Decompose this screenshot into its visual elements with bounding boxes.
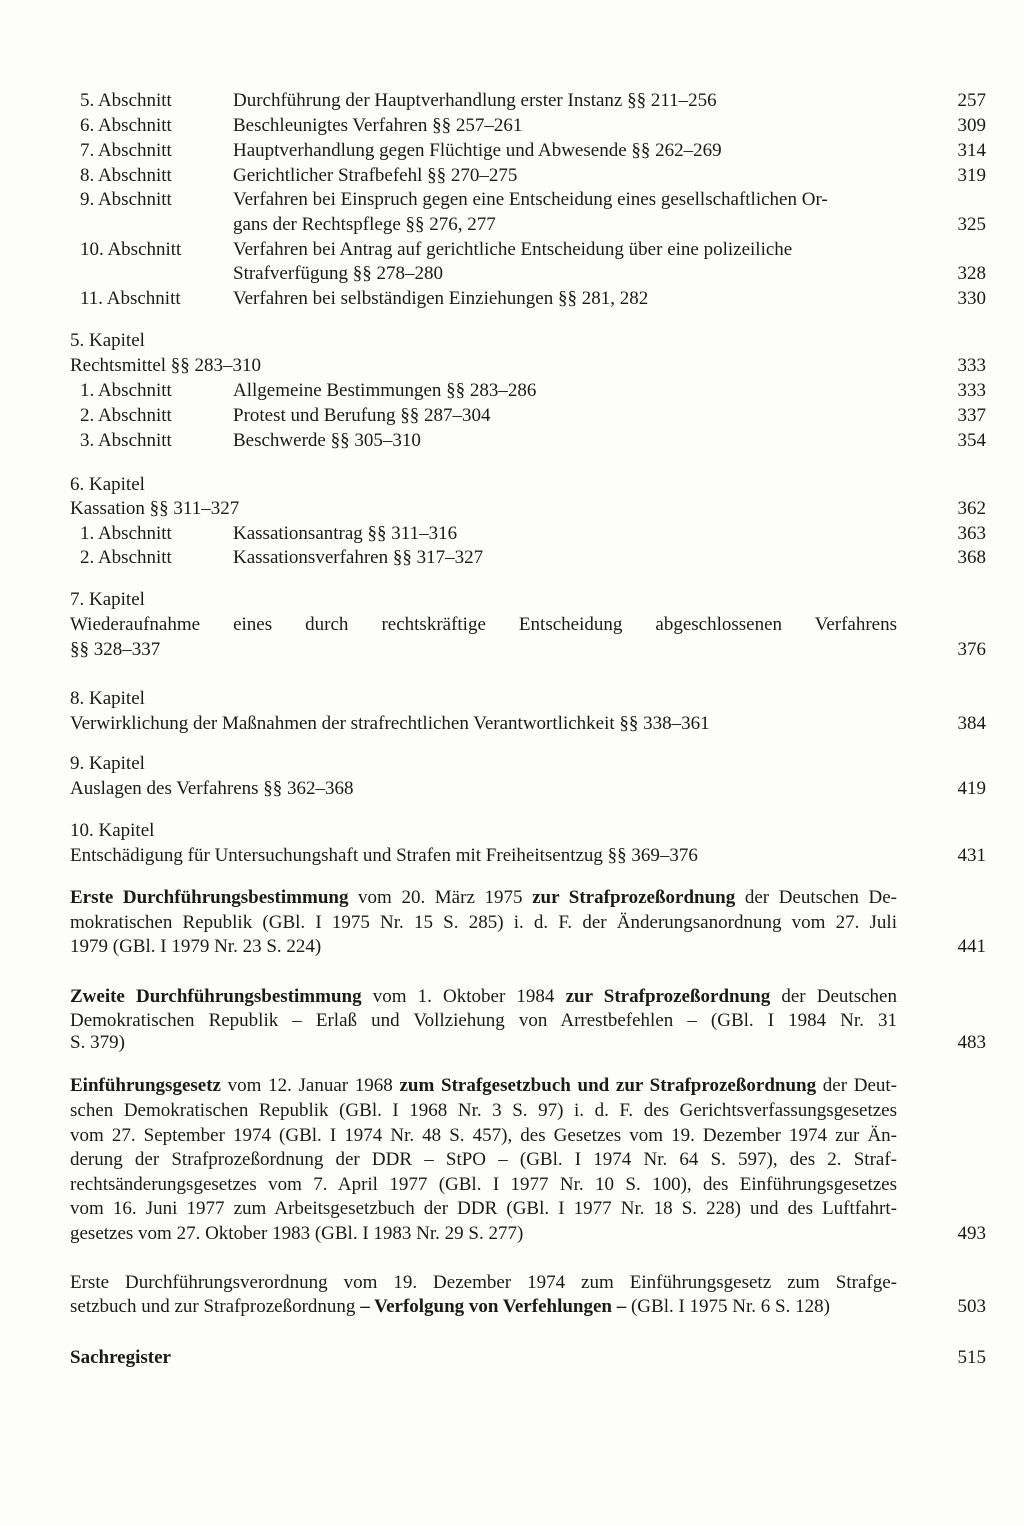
section-title-line: Verfahren bei Einspruch gegen eine Entscheidung eines gesellschaftlichen Or- — [233, 189, 828, 210]
chapter-title: Entschädigung für Untersuchungshaft und Strafen mit Freiheitsentzug §§ 369–376 — [70, 845, 698, 866]
text: (GBl. I 1975 Nr. 6 S. 128) — [626, 1296, 830, 1317]
chapter-title: Verwirklichung der Maßnahmen der strafrechtlichen Verantwortlichkeit §§ 338–361 — [70, 713, 710, 734]
section-title: Allgemeine Bestimmungen §§ 283–286 — [233, 380, 537, 401]
page-number: 337 — [957, 405, 986, 426]
bold-text: zur Strafprozeßordnung — [565, 986, 771, 1007]
section-title: Beschwerde §§ 305–310 — [233, 430, 421, 451]
toc-entry — [70, 89, 986, 114]
appendix-text: gesetzes vom 27. Oktober 1983 (GBl. I 1983 Nr. 29 S. 277) — [70, 1223, 524, 1244]
text: vom 20. März 1975 — [348, 887, 533, 908]
chapter-title-row — [70, 354, 986, 379]
text: vom 1. Oktober 1984 — [361, 986, 566, 1007]
toc-entry — [70, 522, 986, 547]
chapter-title-row — [70, 497, 986, 522]
page-number: 333 — [957, 380, 986, 401]
appendix-entry-line: vom 16. Juni 1977 zum Arbeitsgesetzbuch der DDR (GBl. I 1977 Nr. 18 S. 228) und des Luftfahrt- — [70, 1198, 897, 1219]
section-title-line: gans der Rechtspflege §§ 276, 277 — [233, 214, 496, 235]
bold-text: Zweite Durchführungsbestimmung — [70, 986, 362, 1007]
toc-entry — [70, 139, 986, 164]
section-label: 7. Abschnitt — [80, 140, 172, 161]
toc-entry — [70, 164, 986, 189]
chapter-heading: 7. Kapitel — [70, 589, 145, 610]
page-number: 441 — [957, 936, 986, 957]
page-number: 362 — [957, 498, 986, 519]
section-title: Protest und Berufung §§ 287–304 — [233, 405, 491, 426]
page-number: 325 — [957, 214, 986, 235]
toc-entry — [70, 287, 986, 312]
index-label: Sachregister — [70, 1347, 171, 1368]
toc-entry-continuation — [70, 262, 986, 287]
appendix-entry-last-line — [70, 1031, 986, 1056]
chapter-heading: 8. Kapitel — [70, 688, 145, 709]
section-label: 3. Abschnitt — [80, 430, 172, 451]
page-number: 363 — [957, 523, 986, 544]
appendix-entry-last-line — [70, 1295, 986, 1320]
chapter-title-line: §§ 328–337 — [70, 639, 161, 660]
toc-entry — [70, 404, 986, 429]
page-number: 503 — [957, 1296, 986, 1317]
section-label: 1. Abschnitt — [80, 523, 172, 544]
bold-text: Erste Durchführungsbestimmung — [70, 887, 349, 908]
chapter-heading: 6. Kapitel — [70, 474, 145, 495]
appendix-entry-line: mokratischen Republik (GBl. I 1975 Nr. 15 S. 285) i. d. F. der Änderungsanordnung vom 27. Juli — [70, 912, 897, 933]
section-title: Beschleunigtes Verfahren §§ 257–261 — [233, 115, 523, 136]
text: setzbuch und zur Strafprozeßordnung — [70, 1296, 361, 1317]
appendix-entry-line: Demokratischen Republik – Erlaß und Vollziehung von Arrestbefehlen – (GBl. I 1984 Nr. 31 — [70, 1010, 897, 1031]
appendix-entry-line: rechtsänderungsgesetzes vom 7. April 1977 (GBl. I 1977 Nr. 10 S. 100), des Einführungsgesetzes — [70, 1174, 897, 1195]
section-title: Durchführung der Hauptverhandlung erster Instanz §§ 211–256 — [233, 90, 717, 111]
appendix-text — [70, 1295, 830, 1320]
bold-text: – Verfolgung von Verfehlungen – — [360, 1296, 627, 1317]
page-number: 314 — [957, 140, 986, 161]
section-label: 5. Abschnitt — [80, 90, 172, 111]
chapter-title-row — [70, 777, 986, 802]
appendix-entry-line — [70, 985, 897, 1010]
page-number: 483 — [957, 1032, 986, 1053]
toc-entry — [70, 114, 986, 139]
page-number: 384 — [957, 713, 986, 734]
appendix-entry-last-line — [70, 1222, 986, 1247]
page-number: 493 — [957, 1223, 986, 1244]
page-number: 328 — [957, 263, 986, 284]
text: der Deutschen — [770, 986, 897, 1007]
section-title: Hauptverhandlung gegen Flüchtige und Abwesende §§ 262–269 — [233, 140, 722, 161]
page-number: 333 — [957, 355, 986, 376]
chapter-heading: 5. Kapitel — [70, 330, 145, 351]
page-number: 319 — [957, 165, 986, 186]
page-number: 515 — [957, 1347, 986, 1368]
text: der Deutschen De- — [735, 887, 897, 908]
page-number: 368 — [957, 547, 986, 568]
chapter-title-row — [70, 638, 986, 663]
section-title: Gerichtlicher Strafbefehl §§ 270–275 — [233, 165, 518, 186]
chapter-heading: 9. Kapitel — [70, 753, 145, 774]
appendix-entry-line: vom 27. September 1974 (GBl. I 1974 Nr. 48 S. 457), des Gesetzes vom 19. Dezember 1974 zur Än- — [70, 1125, 897, 1146]
chapter-title-line: Wiederaufnahme eines durch rechtskräftige Entscheidung abgeschlossenen Verfahrens — [70, 614, 897, 635]
page-number: 431 — [957, 845, 986, 866]
section-label: 1. Abschnitt — [80, 380, 172, 401]
appendix-entry-line — [70, 1074, 897, 1099]
chapter-heading: 10. Kapitel — [70, 820, 155, 841]
section-label: 6. Abschnitt — [80, 115, 172, 136]
chapter-title: Auslagen des Verfahrens §§ 362–368 — [70, 778, 354, 799]
section-title-line: Verfahren bei Antrag auf gerichtliche Entscheidung über eine polizeiliche — [233, 239, 793, 260]
appendix-entry-line: derung der Strafprozeßordnung der DDR – StPO – (GBl. I 1974 Nr. 64 S. 597), des 2. Straf- — [70, 1149, 897, 1170]
bold-text: zum Strafgesetzbuch und zur Strafprozeßordnung — [399, 1075, 817, 1096]
section-title: Verfahren bei selbständigen Einziehungen §§ 281, 282 — [233, 288, 649, 309]
section-label: 9. Abschnitt — [80, 189, 172, 210]
text: der Deut- — [816, 1075, 897, 1096]
section-title-line: Strafverfügung §§ 278–280 — [233, 263, 444, 284]
index-entry — [70, 1346, 986, 1371]
toc-entry — [70, 188, 986, 213]
toc-entry — [70, 379, 986, 404]
chapter-title: Kassation §§ 311–327 — [70, 498, 240, 519]
appendix-text: S. 379) — [70, 1032, 125, 1053]
section-label: 11. Abschnitt — [80, 288, 181, 309]
appendix-entry-line: schen Demokratischen Republik (GBl. I 1968 Nr. 3 S. 97) i. d. F. des Gerichtsverfassungsgesetzes — [70, 1100, 897, 1121]
bold-text: zur Strafprozeßordnung — [532, 887, 736, 908]
page-number: 376 — [957, 639, 986, 660]
section-label: 2. Abschnitt — [80, 547, 172, 568]
section-title: Kassationsverfahren §§ 317–327 — [233, 547, 484, 568]
appendix-text: 1979 (GBl. I 1979 Nr. 23 S. 224) — [70, 936, 322, 957]
page-number: 419 — [957, 778, 986, 799]
toc-entry — [70, 429, 986, 454]
page-number: 330 — [957, 288, 986, 309]
page-number: 309 — [957, 115, 986, 136]
text: vom 12. Januar 1968 — [220, 1075, 400, 1096]
chapter-title: Rechtsmittel §§ 283–310 — [70, 355, 262, 376]
appendix-entry-line — [70, 886, 897, 911]
section-title: Kassationsantrag §§ 311–316 — [233, 523, 458, 544]
page-number: 354 — [957, 430, 986, 451]
section-label: 10. Abschnitt — [80, 239, 182, 260]
toc-entry — [70, 546, 986, 571]
section-label: 2. Abschnitt — [80, 405, 172, 426]
appendix-entry-line: Erste Durchführungsverordnung vom 19. Dezember 1974 zum Einführungsgesetz zum Strafge- — [70, 1272, 897, 1293]
bold-text: Einführungsgesetz — [70, 1075, 221, 1096]
section-label: 8. Abschnitt — [80, 165, 172, 186]
page-number: 257 — [957, 90, 986, 111]
chapter-title-row — [70, 712, 986, 737]
toc-entry — [70, 238, 986, 263]
appendix-entry-last-line — [70, 935, 986, 960]
chapter-title-row — [70, 844, 986, 869]
toc-entry-continuation — [70, 213, 986, 238]
